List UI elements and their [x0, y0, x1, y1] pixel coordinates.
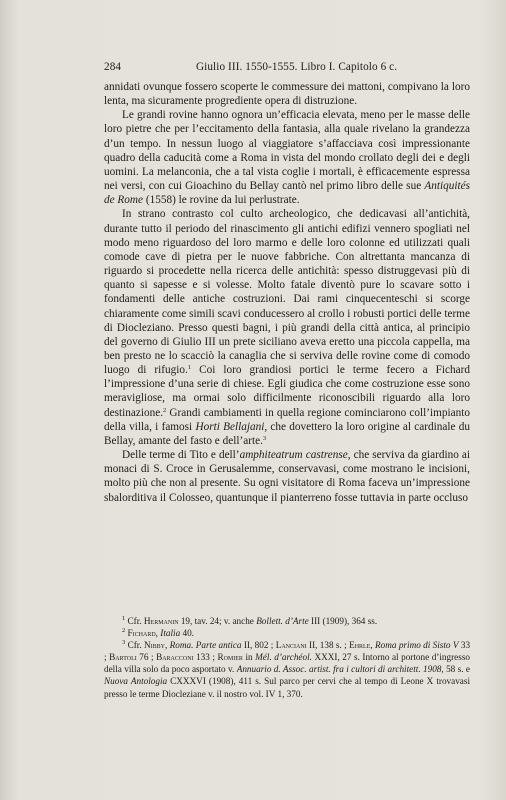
footnote-ref: 1 — [187, 364, 192, 372]
text-run: , — [155, 628, 161, 639]
author-name: Bartoli — [109, 652, 137, 663]
text-run: Cfr. — [125, 616, 144, 626]
running-header — [104, 60, 466, 74]
author-name: Fichard — [127, 628, 156, 639]
italic-text: Roma primo di Sisto V — [375, 640, 459, 651]
text-run: , — [370, 640, 376, 651]
footnote — [104, 639, 470, 699]
italic-text: Bollett. d’Arte — [256, 616, 309, 626]
italic-text: amphiteatrum castrense — [239, 449, 348, 462]
paragraph — [104, 80, 470, 108]
text-run: in — [242, 652, 256, 663]
text-run: II, 802 ; — [241, 640, 276, 651]
footnote-ref: 1 — [122, 615, 126, 622]
footnote-ref: 3 — [122, 639, 126, 647]
footnote-ref: 2 — [163, 406, 167, 414]
author-name: Nibby — [144, 640, 165, 651]
text-run: annidati ovunque fossero scoperte le commessure dei mattoni, compivano la loro lenta, ma sicuramente progrediente opera di distruzione. — [104, 81, 470, 108]
body-text — [104, 80, 470, 505]
italic-text: Nuova Antologia — [104, 676, 168, 687]
italic-text: Horti Bellajani — [195, 420, 265, 433]
text-run: 133 ; — [193, 652, 218, 663]
author-name: Ehrle — [349, 640, 371, 651]
text-run: Grandi cambiamenti in quella regione cominciarono coll’impianto della villa, i famosi — [104, 406, 470, 433]
text-run: In strano contrasto col culto archeologico, che dedicavasi all’antichità, durante tutto il periodo del rinascimento gli antichi edifizi vennero spogliati nel modo meno riguardoso del loro marmo e delle loro colonne ed utilizzati quali comode cave di pietra per le nuove fabbriche. Con altrettanta mancanza di riguardo si procedette nella ricerca delle antichità: spesso distruggevasi più di quanto si sapesse e si volesse. Molto fatale diventò pure lo scavare sotto i fondamenti delle antiche costruzioni. Dai rami cinquecenteschi si scorge chiaramente come simili scavi conducessero al crollo i robusti portici delle terme di Diocleziano. Presso questi bagni, i più grandi della città antica, al principio del governo di Giulio III un prete siciliano aveva eretto una piccola cappella, ma ben presto ne lo scacciò la canaglia che si serviva delle rovine come di comodo luogo di rifugio. — [104, 208, 470, 377]
italic-text: Italia — [160, 628, 181, 639]
text-run: 33 ; — [104, 640, 471, 663]
footnote-ref: 3 — [262, 434, 267, 442]
author-name: Lanciani — [275, 640, 307, 651]
text-run: Delle terme di Tito e dell’ — [122, 449, 240, 462]
author-name: Hermanin — [143, 616, 179, 626]
text-run: 40. — [180, 628, 194, 639]
text-run: XXXI, 27 s. Intorno al portone d’ingresso della villa solo da poco asportato v. — [104, 652, 470, 675]
paragraph — [104, 108, 470, 207]
page-number: 284 — [104, 61, 122, 73]
author-name: Baracconi — [156, 652, 194, 663]
text-run: Le grandi rovine hanno ognora un’efficacia elevata, meno per le masse delle loro pietre che per l’eccitamento della fantasia, alla quale rivelano la grandezza d’un tempo. In nessun luogo al viaggiatore s’affacciava così impressionante quadro della caducità come a Roma in vista del mondo crollato degli dei e degli uomini. La melanconia, che a tal vista coglie i mortali, è efficacemente espressa nei versi, con cui Gioachino du Bellay cantò nel primo libro delle sue — [104, 109, 470, 193]
footnote — [104, 627, 470, 639]
italic-text: Roma. Parte antica — [169, 640, 242, 651]
author-name: Romier — [217, 652, 243, 663]
text-run: II, 138 s. ; — [306, 640, 350, 651]
text-run: Cfr. — [125, 640, 145, 651]
text-run: , — [165, 640, 170, 651]
text-run: CXXXVI (1908), 411 s. Sul parco per cervi che al tempo di Leone X trovavasi presso le terme Diocleziane v. il nostro vol. IV 1, 370. — [104, 676, 471, 699]
text-run: 76 ; — [136, 652, 157, 663]
italic-text: Mél. d’archéol. — [255, 652, 312, 663]
text-run: 19, tav. 24; v. anche — [178, 616, 257, 626]
text-run: III (1909), 364 ss. — [308, 616, 378, 626]
italic-text: Antiquités de Rome — [104, 180, 470, 207]
footnote — [104, 615, 470, 627]
footnote-ref: 2 — [122, 627, 126, 635]
footnotes — [104, 615, 470, 700]
text-run: , che serviva da giardino ai monaci di S. Croce in Gerusalemme, conservavasi, come mostrano le incisioni, molto più che non al presente. Su ogni visitatore di Roma faceva un’impressione sbalorditiva il Colosseo, quantunque il pianterreno fosse tuttavia in parte occluso — [104, 449, 470, 504]
running-title: Giulio III. 1550-1555. Libro I. Capitolo 6 c. — [195, 61, 398, 73]
text-run: (1558) le rovine da lui perlustrate. — [143, 194, 300, 207]
text-run: Coi loro grandiosi portici le terme fecero a Fichard l’impressione d’una serie di chiese. Egli giudica che come costruzione esse sono meravigliose, ma ormai solo difficilmente riconoscibili riguardo alla loro destinazione. — [104, 364, 471, 419]
text-run: , 58 s. e — [441, 664, 470, 675]
paragraph — [104, 448, 470, 505]
text-run: , che dovettero la loro origine al cardinale du Bellay, amante del fasto e dell’arte. — [104, 420, 471, 447]
paragraph — [104, 207, 470, 448]
italic-text: Annuario d. Assoc. artist. fra i cultori di architett. 1908 — [236, 664, 442, 675]
